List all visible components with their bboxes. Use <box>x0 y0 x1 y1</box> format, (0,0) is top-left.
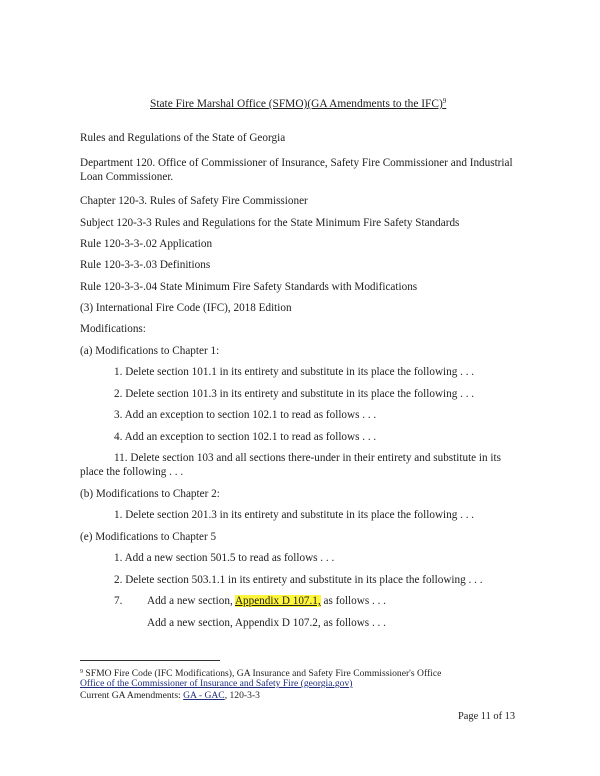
item-7-prefix: Add a new section, <box>147 595 235 607</box>
footnote-link-commissioner[interactable]: Office of the Commissioner of Insurance and Safety Fire (georgia.gov) <box>80 678 353 689</box>
section-a-item: 4. Add an exception to section 102.1 to read as follows . . . <box>114 431 377 443</box>
section-e-item: 1. Add a new section 501.5 to read as follows . . . <box>114 552 335 564</box>
item-7-suffix: as follows . . . <box>320 595 386 607</box>
rule-03-line: Rule 120-3-3-.03 Definitions <box>80 259 211 271</box>
footnote-amendments-prefix: Current GA Amendments: <box>80 690 184 701</box>
section-a-heading: (a) Modifications to Chapter 1: <box>80 345 220 357</box>
page-number: Page 11 of 13 <box>458 711 516 722</box>
footnote-link-ga-gac[interactable]: GA - GAC <box>183 690 225 701</box>
chapter-line: Chapter 120-3. Rules of Safety Fire Commissioner <box>80 195 308 207</box>
section-a-item: 3. Add an exception to section 102.1 to read as follows . . . <box>114 409 377 421</box>
highlighted-appendix-link[interactable]: Appendix D 107.1, <box>234 595 321 607</box>
section-a-item-11-line1: 11. Delete section 103 and all sections there-under in their entirety and substitute in its <box>114 452 502 464</box>
rules-regs-line: Rules and Regulations of the State of Georgia <box>80 132 286 144</box>
department-line-2: Loan Commissioner. <box>80 171 174 183</box>
rule-02-line: Rule 120-3-3-.02 Application <box>80 238 213 250</box>
ifc-line: (3) International Fire Code (IFC), 2018 Edition <box>80 302 292 314</box>
section-a-item-11-line2: place the following . . . <box>80 466 184 478</box>
footnote-ref[interactable]: 9 <box>442 97 447 105</box>
section-a-item: 2. Delete section 101.3 in its entirety and substitute in its place the following . . . <box>114 388 475 400</box>
section-e-item-7-continued: Add a new section, Appendix D 107.2, as follows . . . <box>147 617 386 629</box>
section-a-item: 1. Delete section 101.1 in its entirety and substitute in its place the following . . . <box>114 366 475 378</box>
section-b-item: 1. Delete section 201.3 in its entirety and substitute in its place the following . . . <box>114 509 475 521</box>
rule-04-line: Rule 120-3-3-.04 State Minimum Fire Safety Standards with Modifications <box>80 281 418 293</box>
title-text: State Fire Marshal Office (SFMO)(GA Amendments to the IFC) <box>150 98 443 110</box>
section-b-heading: (b) Modifications to Chapter 2: <box>80 488 220 500</box>
department-line-1: Department 120. Office of Commissioner of Insurance, Safety Fire Commissioner and Industrial <box>80 157 513 169</box>
subject-line: Subject 120-3-3 Rules and Regulations for the State Minimum Fire Safety Standards <box>80 217 460 229</box>
section-e-heading: (e) Modifications to Chapter 5 <box>80 531 217 543</box>
document-title <box>150 94 446 111</box>
footnote-amendments-suffix: , 120-3-3 <box>224 690 260 701</box>
footnote-marker: 9 <box>80 669 83 675</box>
footnote-line-3 <box>80 690 260 702</box>
section-e-item: 2. Delete section 503.1.1 in its entirety and substitute in its place the following . . . <box>114 574 483 586</box>
footnote-text: SFMO Fire Code (IFC Modifications), GA Insurance and Safety Fire Commissioner's Office <box>83 668 442 679</box>
section-e-item-7 <box>147 594 386 608</box>
modifications-heading: Modifications: <box>80 323 146 335</box>
footnote-divider <box>80 660 220 661</box>
section-e-item-7-number: 7. <box>114 595 123 607</box>
footnote-line-2 <box>80 678 352 690</box>
